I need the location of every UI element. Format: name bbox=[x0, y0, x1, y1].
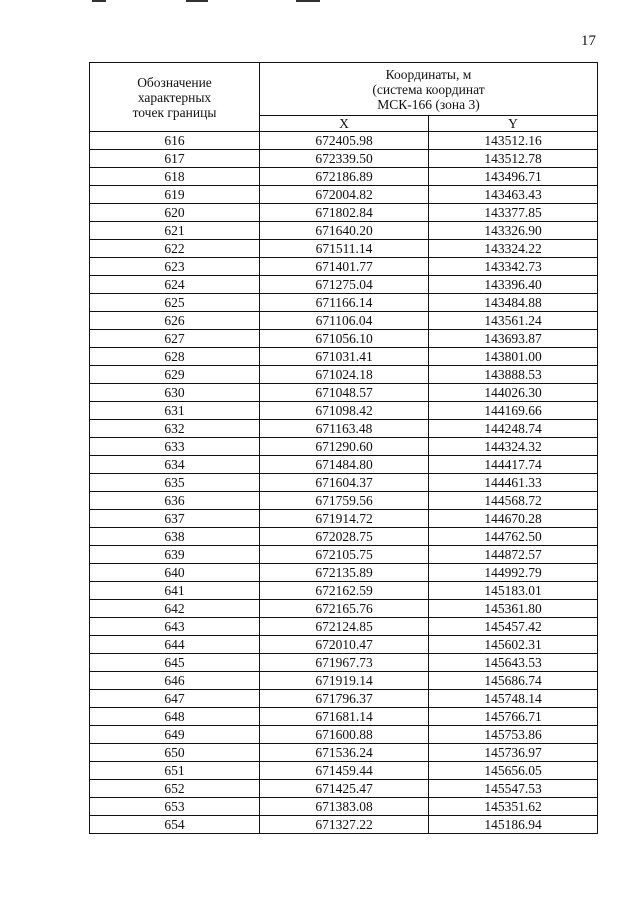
table-row bbox=[90, 816, 598, 834]
point-id-cell: 625 bbox=[90, 294, 260, 312]
y-coordinate-cell: 145547.53 bbox=[429, 780, 598, 798]
y-coordinate-cell: 143377.85 bbox=[429, 204, 598, 222]
x-coordinate-cell: 671327.22 bbox=[260, 816, 429, 834]
y-coordinate-cell: 143512.16 bbox=[429, 132, 598, 150]
scan-mark-1 bbox=[92, 0, 106, 2]
point-id-cell: 651 bbox=[90, 762, 260, 780]
point-id-cell: 635 bbox=[90, 474, 260, 492]
y-coordinate-cell: 145753.86 bbox=[429, 726, 598, 744]
table-row bbox=[90, 330, 598, 348]
x-header: X bbox=[260, 116, 429, 132]
y-coordinate-cell: 143324.22 bbox=[429, 240, 598, 258]
point-id-cell: 629 bbox=[90, 366, 260, 384]
y-coordinate-cell: 144324.32 bbox=[429, 438, 598, 456]
x-coordinate-cell: 671166.14 bbox=[260, 294, 429, 312]
x-coordinate-cell: 672186.89 bbox=[260, 168, 429, 186]
table-row bbox=[90, 690, 598, 708]
table-row bbox=[90, 150, 598, 168]
x-coordinate-cell: 671640.20 bbox=[260, 222, 429, 240]
point-id-cell: 630 bbox=[90, 384, 260, 402]
table-row bbox=[90, 492, 598, 510]
table-row bbox=[90, 132, 598, 150]
y-coordinate-cell: 144417.74 bbox=[429, 456, 598, 474]
point-id-cell: 649 bbox=[90, 726, 260, 744]
table-row bbox=[90, 222, 598, 240]
point-id-cell: 636 bbox=[90, 492, 260, 510]
x-coordinate-cell: 671536.24 bbox=[260, 744, 429, 762]
y-coordinate-cell: 143326.90 bbox=[429, 222, 598, 240]
point-id-cell: 646 bbox=[90, 672, 260, 690]
point-id-cell: 640 bbox=[90, 564, 260, 582]
point-designation-header: Обозначение характерных точек границы bbox=[90, 63, 260, 132]
scan-mark-2 bbox=[186, 0, 208, 2]
table-row bbox=[90, 510, 598, 528]
y-coordinate-cell: 145186.94 bbox=[429, 816, 598, 834]
point-id-cell: 633 bbox=[90, 438, 260, 456]
x-coordinate-cell: 671759.56 bbox=[260, 492, 429, 510]
y-coordinate-cell: 145361.80 bbox=[429, 600, 598, 618]
x-coordinate-cell: 671484.80 bbox=[260, 456, 429, 474]
table-row bbox=[90, 186, 598, 204]
point-id-cell: 645 bbox=[90, 654, 260, 672]
x-coordinate-cell: 671383.08 bbox=[260, 798, 429, 816]
x-coordinate-cell: 672162.59 bbox=[260, 582, 429, 600]
point-id-cell: 644 bbox=[90, 636, 260, 654]
x-coordinate-cell: 671802.84 bbox=[260, 204, 429, 222]
table-row bbox=[90, 528, 598, 546]
table-row bbox=[90, 294, 598, 312]
x-coordinate-cell: 671796.37 bbox=[260, 690, 429, 708]
point-id-cell: 628 bbox=[90, 348, 260, 366]
y-coordinate-cell: 144872.57 bbox=[429, 546, 598, 564]
y-coordinate-cell: 143512.78 bbox=[429, 150, 598, 168]
y-coordinate-cell: 144568.72 bbox=[429, 492, 598, 510]
point-id-cell: 637 bbox=[90, 510, 260, 528]
table-row bbox=[90, 456, 598, 474]
table-row bbox=[90, 420, 598, 438]
table-row bbox=[90, 402, 598, 420]
y-coordinate-cell: 145183.01 bbox=[429, 582, 598, 600]
table-row bbox=[90, 276, 598, 294]
table-header-row bbox=[90, 63, 598, 116]
x-coordinate-cell: 672135.89 bbox=[260, 564, 429, 582]
table-row bbox=[90, 798, 598, 816]
y-coordinate-cell: 143496.71 bbox=[429, 168, 598, 186]
table-row bbox=[90, 600, 598, 618]
point-id-cell: 634 bbox=[90, 456, 260, 474]
y-coordinate-cell: 144670.28 bbox=[429, 510, 598, 528]
x-coordinate-cell: 671031.41 bbox=[260, 348, 429, 366]
x-coordinate-cell: 671681.14 bbox=[260, 708, 429, 726]
x-coordinate-cell: 671163.48 bbox=[260, 420, 429, 438]
y-coordinate-cell: 143484.88 bbox=[429, 294, 598, 312]
y-coordinate-cell: 145457.42 bbox=[429, 618, 598, 636]
y-coordinate-cell: 144026.30 bbox=[429, 384, 598, 402]
x-coordinate-cell: 671290.60 bbox=[260, 438, 429, 456]
table-row bbox=[90, 672, 598, 690]
y-coordinate-cell: 144992.79 bbox=[429, 564, 598, 582]
point-id-cell: 653 bbox=[90, 798, 260, 816]
x-coordinate-cell: 671056.10 bbox=[260, 330, 429, 348]
point-id-cell: 641 bbox=[90, 582, 260, 600]
x-coordinate-cell: 672339.50 bbox=[260, 150, 429, 168]
y-coordinate-cell: 143463.43 bbox=[429, 186, 598, 204]
y-coordinate-cell: 145602.31 bbox=[429, 636, 598, 654]
table-row bbox=[90, 582, 598, 600]
table-row bbox=[90, 618, 598, 636]
scan-mark-3 bbox=[296, 0, 320, 2]
table-row bbox=[90, 654, 598, 672]
y-coordinate-cell: 144762.50 bbox=[429, 528, 598, 546]
table-row bbox=[90, 546, 598, 564]
table-row bbox=[90, 348, 598, 366]
table-row bbox=[90, 384, 598, 402]
point-id-cell: 631 bbox=[90, 402, 260, 420]
x-coordinate-cell: 671600.88 bbox=[260, 726, 429, 744]
x-coordinate-cell: 671401.77 bbox=[260, 258, 429, 276]
x-coordinate-cell: 671024.18 bbox=[260, 366, 429, 384]
y-coordinate-cell: 145748.14 bbox=[429, 690, 598, 708]
point-id-cell: 642 bbox=[90, 600, 260, 618]
table-row bbox=[90, 204, 598, 222]
y-coordinate-cell: 144248.74 bbox=[429, 420, 598, 438]
page-number: 17 bbox=[581, 33, 596, 49]
point-id-cell: 623 bbox=[90, 258, 260, 276]
point-id-cell: 622 bbox=[90, 240, 260, 258]
point-id-cell: 619 bbox=[90, 186, 260, 204]
y-coordinate-cell: 143561.24 bbox=[429, 312, 598, 330]
y-coordinate-cell: 143693.87 bbox=[429, 330, 598, 348]
table-row bbox=[90, 780, 598, 798]
point-id-cell: 616 bbox=[90, 132, 260, 150]
coordinates-table bbox=[89, 62, 598, 834]
table-row bbox=[90, 708, 598, 726]
y-coordinate-cell: 145351.62 bbox=[429, 798, 598, 816]
point-id-cell: 632 bbox=[90, 420, 260, 438]
y-coordinate-cell: 144461.33 bbox=[429, 474, 598, 492]
x-coordinate-cell: 671098.42 bbox=[260, 402, 429, 420]
x-coordinate-cell: 672105.75 bbox=[260, 546, 429, 564]
y-coordinate-cell: 145643.53 bbox=[429, 654, 598, 672]
x-coordinate-cell: 671048.57 bbox=[260, 384, 429, 402]
x-coordinate-cell: 671914.72 bbox=[260, 510, 429, 528]
point-id-cell: 648 bbox=[90, 708, 260, 726]
y-coordinate-cell: 145766.71 bbox=[429, 708, 598, 726]
table-row bbox=[90, 564, 598, 582]
table-row bbox=[90, 762, 598, 780]
x-coordinate-cell: 672405.98 bbox=[260, 132, 429, 150]
y-coordinate-cell: 145736.97 bbox=[429, 744, 598, 762]
x-coordinate-cell: 671604.37 bbox=[260, 474, 429, 492]
y-header: Y bbox=[429, 116, 598, 132]
x-coordinate-cell: 672124.85 bbox=[260, 618, 429, 636]
x-coordinate-cell: 671967.73 bbox=[260, 654, 429, 672]
x-coordinate-cell: 671511.14 bbox=[260, 240, 429, 258]
x-coordinate-cell: 672010.47 bbox=[260, 636, 429, 654]
table-row bbox=[90, 168, 598, 186]
coordinates-header: Координаты, м (система координат МСК-166 (зона 3) bbox=[260, 63, 598, 116]
table-row bbox=[90, 258, 598, 276]
point-id-cell: 618 bbox=[90, 168, 260, 186]
point-id-cell: 652 bbox=[90, 780, 260, 798]
point-id-cell: 654 bbox=[90, 816, 260, 834]
point-id-cell: 639 bbox=[90, 546, 260, 564]
x-coordinate-cell: 671106.04 bbox=[260, 312, 429, 330]
y-coordinate-cell: 144169.66 bbox=[429, 402, 598, 420]
x-coordinate-cell: 672004.82 bbox=[260, 186, 429, 204]
y-coordinate-cell: 143396.40 bbox=[429, 276, 598, 294]
x-coordinate-cell: 671275.04 bbox=[260, 276, 429, 294]
y-coordinate-cell: 143888.53 bbox=[429, 366, 598, 384]
table-row bbox=[90, 474, 598, 492]
table-row bbox=[90, 438, 598, 456]
x-coordinate-cell: 671919.14 bbox=[260, 672, 429, 690]
table-row bbox=[90, 240, 598, 258]
table-row bbox=[90, 312, 598, 330]
table-row bbox=[90, 726, 598, 744]
x-coordinate-cell: 672165.76 bbox=[260, 600, 429, 618]
point-id-cell: 647 bbox=[90, 690, 260, 708]
table-row bbox=[90, 744, 598, 762]
table-body bbox=[90, 132, 598, 834]
point-id-cell: 624 bbox=[90, 276, 260, 294]
y-coordinate-cell: 143801.00 bbox=[429, 348, 598, 366]
y-coordinate-cell: 145656.05 bbox=[429, 762, 598, 780]
point-id-cell: 626 bbox=[90, 312, 260, 330]
point-id-cell: 617 bbox=[90, 150, 260, 168]
x-coordinate-cell: 671459.44 bbox=[260, 762, 429, 780]
y-coordinate-cell: 145686.74 bbox=[429, 672, 598, 690]
y-coordinate-cell: 143342.73 bbox=[429, 258, 598, 276]
table-row bbox=[90, 636, 598, 654]
point-id-cell: 650 bbox=[90, 744, 260, 762]
x-coordinate-cell: 671425.47 bbox=[260, 780, 429, 798]
point-id-cell: 627 bbox=[90, 330, 260, 348]
point-id-cell: 620 bbox=[90, 204, 260, 222]
table-row bbox=[90, 366, 598, 384]
point-id-cell: 643 bbox=[90, 618, 260, 636]
point-id-cell: 638 bbox=[90, 528, 260, 546]
point-id-cell: 621 bbox=[90, 222, 260, 240]
x-coordinate-cell: 672028.75 bbox=[260, 528, 429, 546]
